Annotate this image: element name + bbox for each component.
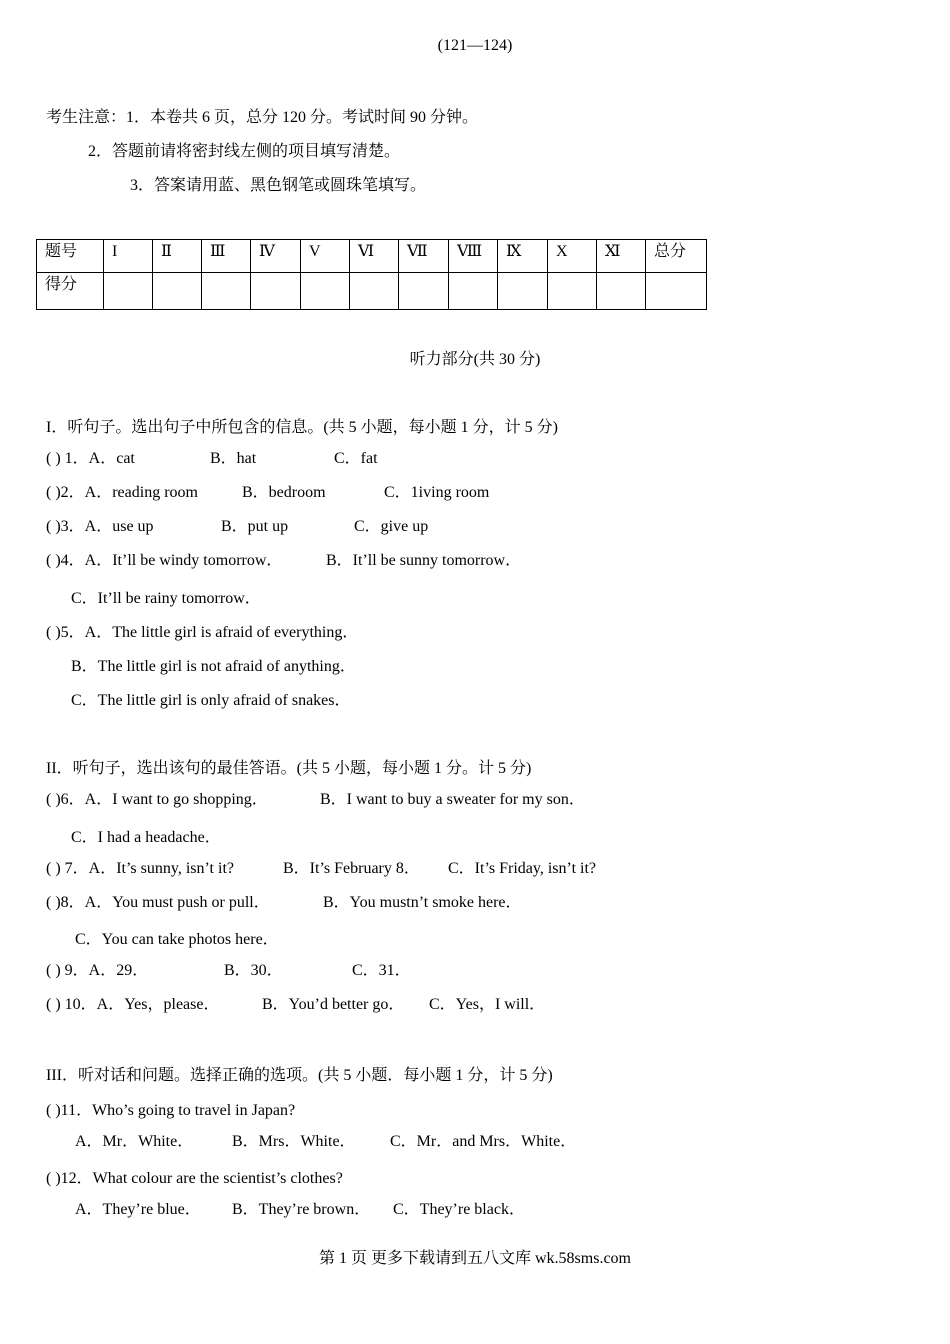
score-cell[interactable] xyxy=(548,273,597,310)
score-col: Ⅷ xyxy=(449,240,498,273)
part1-heading: I．听句子。选出句子中所包含的信息。(共 5 小题，每小题 1 分，计 5 分) xyxy=(46,419,558,436)
note-1: 考生注意：1．本卷共 6 页，总分 120 分。考试时间 90 分钟。 xyxy=(46,109,479,126)
q3-option-a: ( )3．A．use up xyxy=(46,518,154,535)
score-col-total: 总分 xyxy=(646,240,707,273)
note-3: 3．答案请用蓝、黑色钢笔或圆珠笔填写。 xyxy=(130,177,427,194)
score-cell[interactable] xyxy=(251,273,301,310)
section-title: 听力部分(共 30 分) xyxy=(409,351,541,368)
q8-option-b: B．You mustn’t smoke here． xyxy=(323,894,522,911)
score-cell[interactable] xyxy=(350,273,399,310)
q10-option-c: C．Yes，I will． xyxy=(429,996,546,1013)
q1-option-b: B．hat xyxy=(210,450,257,467)
score-col: Ⅲ xyxy=(202,240,251,273)
q2-option-b: B．bedroom xyxy=(242,484,326,501)
score-cell[interactable] xyxy=(301,273,350,310)
score-cell[interactable] xyxy=(449,273,498,310)
q4-option-a: ( )4．A．It’ll be windy tomorrow． xyxy=(46,552,283,569)
q2-option-c: C．1iving room xyxy=(384,484,490,501)
score-cell[interactable] xyxy=(597,273,646,310)
note-2: 2．答题前请将密封线左侧的项目填写清楚。 xyxy=(88,143,401,160)
q12-option-b: B．They’re brown． xyxy=(232,1201,371,1218)
q7-option-c: C．It’s Friday, isn’t it? xyxy=(448,860,597,877)
q11-option-c: C．Mr．and Mrs．White． xyxy=(390,1133,577,1150)
q11-option-b: B．Mrs．White． xyxy=(232,1133,356,1150)
score-col: I xyxy=(104,240,153,273)
q8-option-c: C．You can take photos here． xyxy=(75,931,279,948)
score-table-header-row xyxy=(37,240,707,273)
score-cell[interactable] xyxy=(104,273,153,310)
q12-option-c: C．They’re black． xyxy=(393,1201,525,1218)
score-cell[interactable] xyxy=(498,273,548,310)
score-table-row2-label: 得分 xyxy=(37,273,104,310)
score-col: X xyxy=(548,240,597,273)
score-cell[interactable] xyxy=(646,273,707,310)
q12-option-a: A．They’re blue． xyxy=(75,1201,201,1218)
q4-option-b: B．It’ll be sunny tomorrow． xyxy=(326,552,522,569)
q9-option-c: C．31． xyxy=(352,962,411,979)
score-col: Ⅺ xyxy=(597,240,646,273)
q10-option-b: B．You’d better go． xyxy=(262,996,405,1013)
q6-option-c: C．I had a headache． xyxy=(71,829,221,846)
page-footer: 第 1 页 更多下载请到五八文库 wk.58sms.com xyxy=(318,1250,631,1267)
q3-option-b: B．put up xyxy=(221,518,289,535)
q1-option-a: ( ) 1．A．cat xyxy=(46,450,135,467)
score-col: Ⅵ xyxy=(350,240,399,273)
score-col: Ⅱ xyxy=(153,240,202,273)
q1-option-c: C．fat xyxy=(334,450,378,467)
q11-question: ( )11．Who’s going to travel in Japan? xyxy=(46,1102,296,1119)
score-cell[interactable] xyxy=(202,273,251,310)
q12-question: ( )12．What colour are the scientist’s clothes? xyxy=(46,1170,343,1187)
score-col: Ⅳ xyxy=(251,240,301,273)
score-table-row1-label: 题号 xyxy=(37,240,104,273)
page-range: (121—124) xyxy=(437,37,513,54)
q5-option-b: B．The little girl is not afraid of anything． xyxy=(71,658,356,675)
score-table xyxy=(36,239,707,310)
q5-option-c: C．The little girl is only afraid of snakes． xyxy=(71,692,351,709)
q8-option-a: ( )8．A．You must push or pull． xyxy=(46,894,270,911)
score-col: Ⅶ xyxy=(399,240,449,273)
q2-option-a: ( )2．A．reading room xyxy=(46,484,198,501)
score-col: Ⅸ xyxy=(498,240,548,273)
q9-option-a: ( ) 9．A．29． xyxy=(46,962,149,979)
score-col: V xyxy=(301,240,350,273)
part2-heading: II．听句子，选出该句的最佳答语。(共 5 小题，每小题 1 分。计 5 分) xyxy=(46,760,532,777)
q7-option-a: ( ) 7．A．It’s sunny, isn’t it? xyxy=(46,860,234,877)
q6-option-b: B．I want to buy a sweater for my son． xyxy=(320,791,585,808)
q10-option-a: ( ) 10．A．Yes，please． xyxy=(46,996,220,1013)
q11-option-a: A．Mr．White． xyxy=(75,1133,194,1150)
q6-option-a: ( )6．A．I want to go shopping． xyxy=(46,791,268,808)
part3-heading: III．听对话和问题。选择正确的选项。(共 5 小题．每小题 1 分，计 5 分) xyxy=(46,1067,553,1084)
q5-option-a: ( )5．A．The little girl is afraid of everything． xyxy=(46,624,359,641)
score-cell[interactable] xyxy=(153,273,202,310)
score-table-score-row xyxy=(37,273,707,310)
q9-option-b: B．30． xyxy=(224,962,283,979)
q7-option-b: B．It’s February 8． xyxy=(283,860,420,877)
score-cell[interactable] xyxy=(399,273,449,310)
q3-option-c: C．give up xyxy=(354,518,429,535)
q4-option-c: C．It’ll be rainy tomorrow． xyxy=(71,590,261,607)
